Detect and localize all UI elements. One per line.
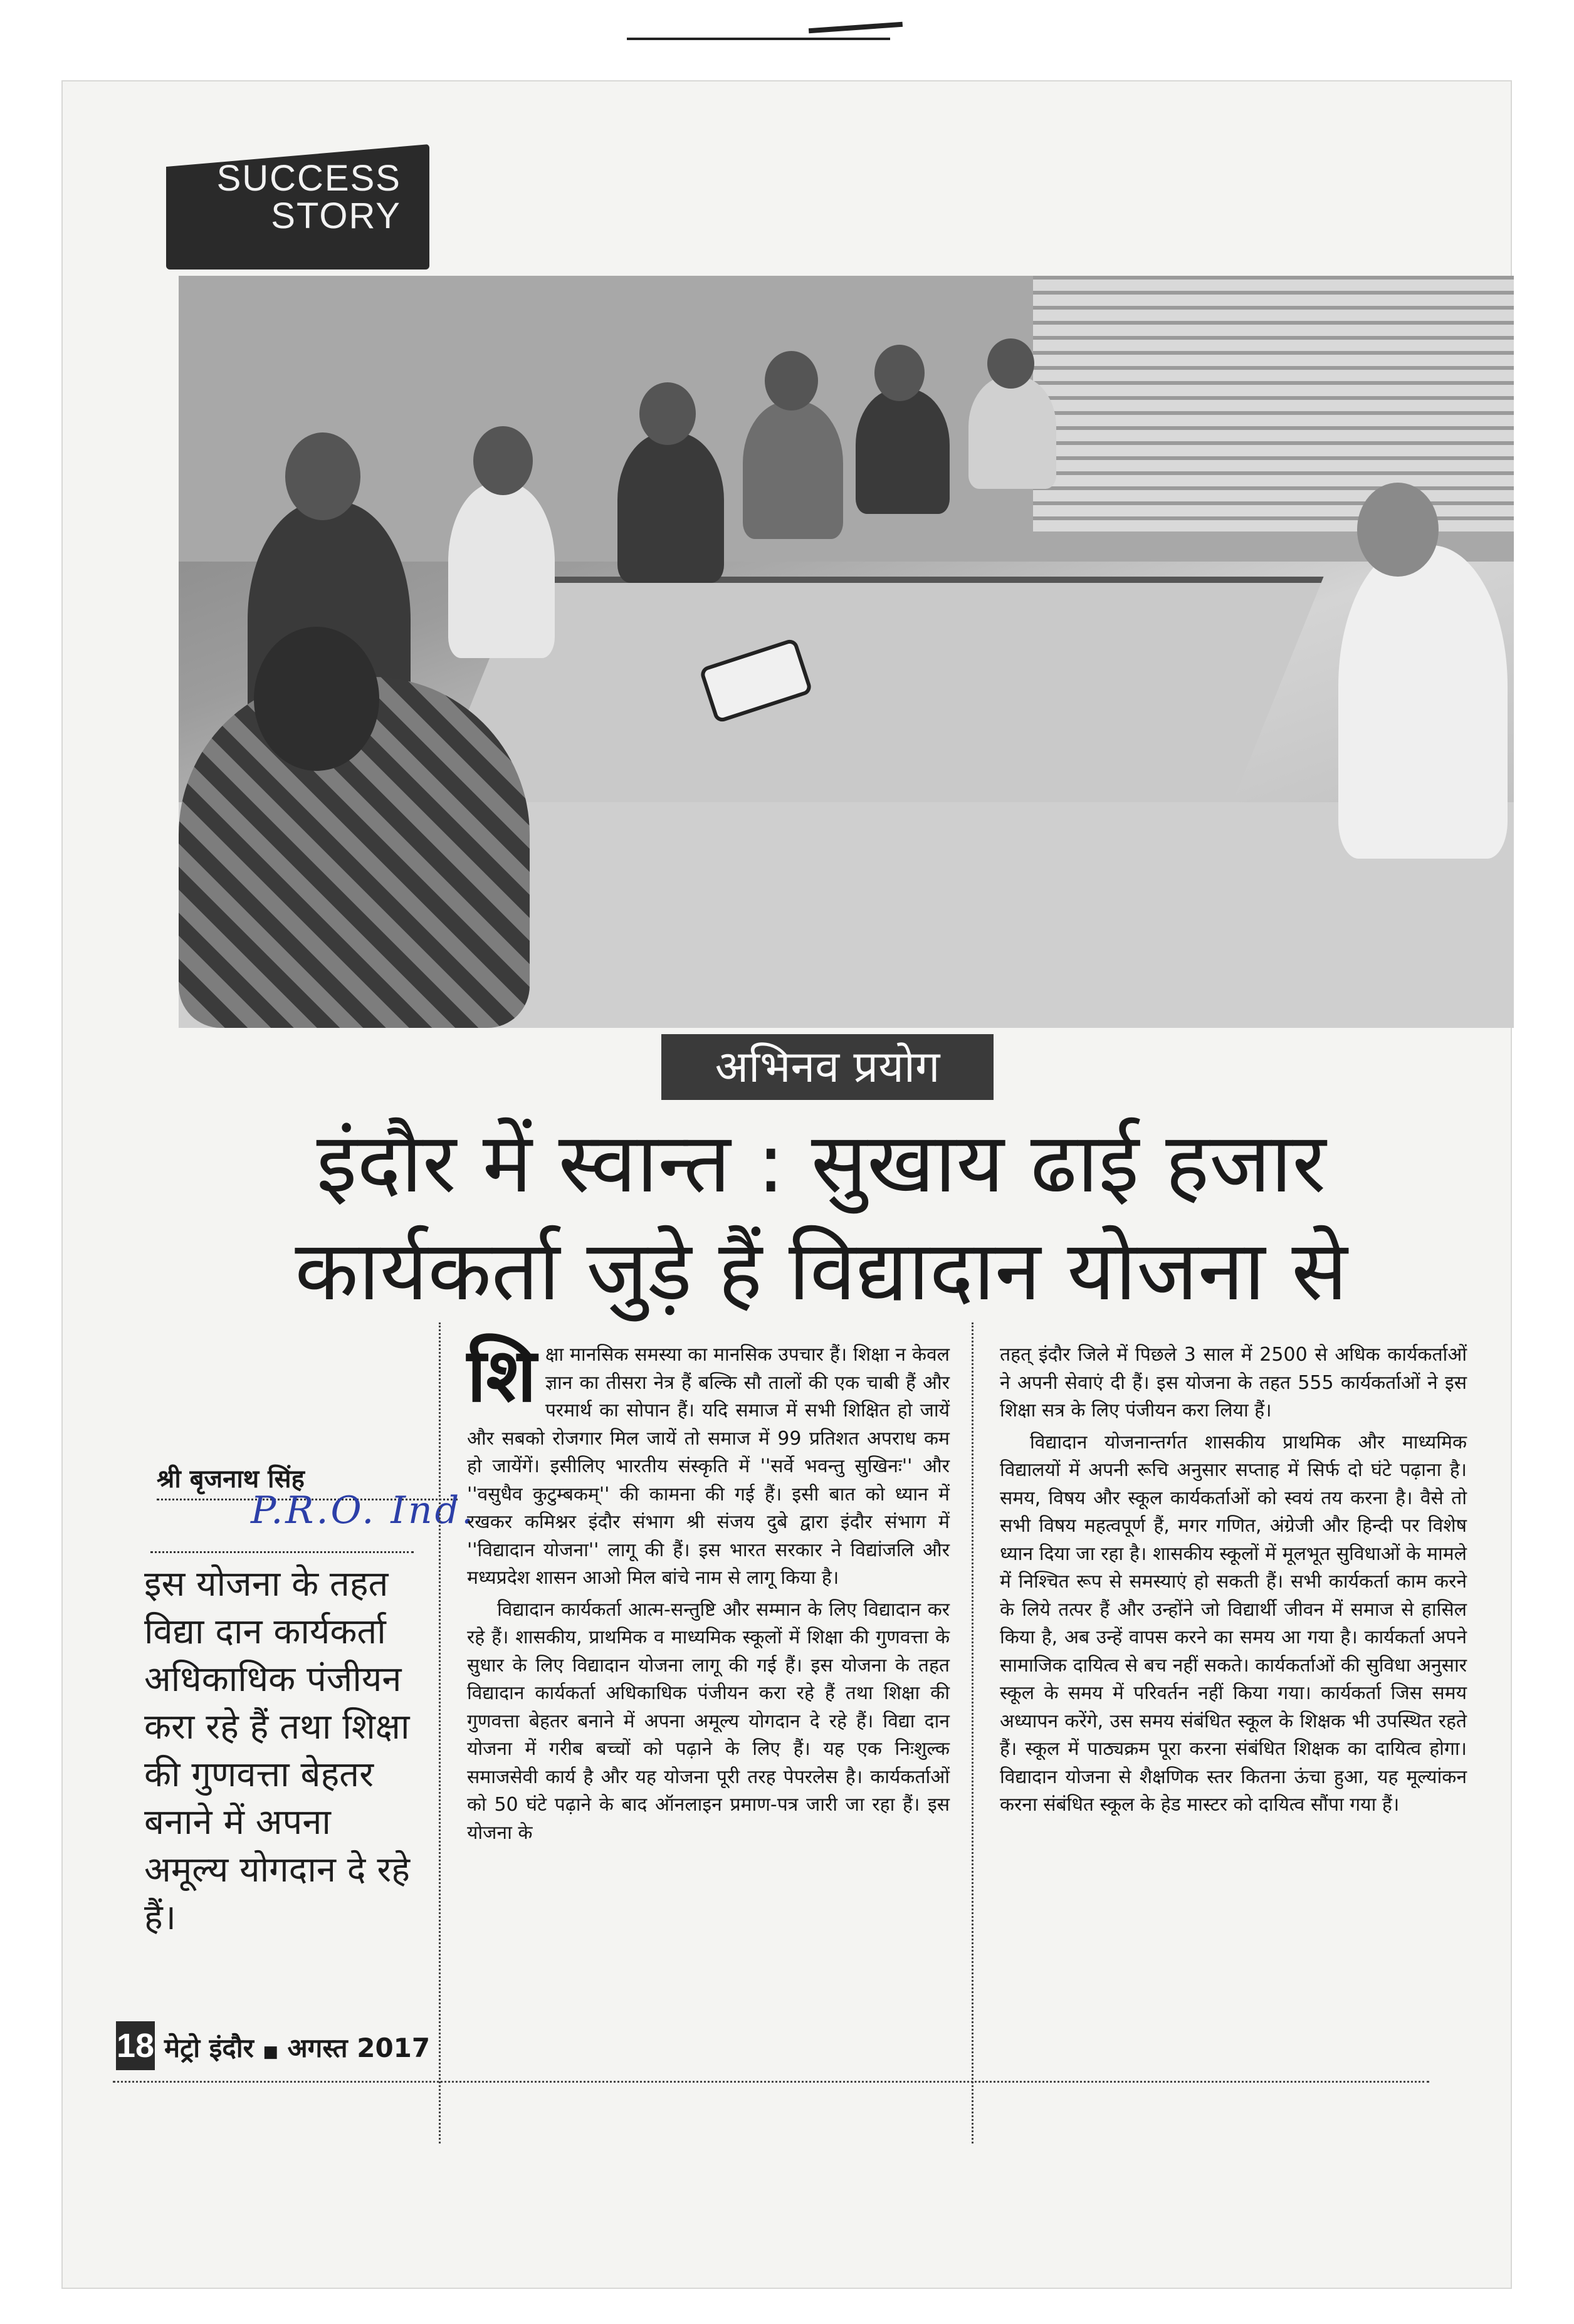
article-paragraph: विद्यादान कार्यकर्ता आत्म-सन्तुष्टि और सम्मान के लिए विद्यादान कर रहे हैं। शासकीय, प्राथमिक व माध्यमिक स्कूलों में शिक्षा की गुणवत्ता के सुधार के लिए विद्यादान योजना लागू की गई हैं। इस योजना के तहत विद्यादान कार्यकर्ता अधिकाधिक पंजीयन करा रहे हैं तथा शिक्षा की गुणवत्ता बेहतर बनाने में अपना अमूल्य योगदान दे रहे हैं। विद्या दान योजना में गरीब बच्चों को पढ़ाने के लिए हैं। यह एक निःशुल्क समाजसेवी कार्य है और यह योजना पूरी तरह पेपरलेस है। कार्यकर्ताओं को 50 घंटे पढ़ाने के बाद ऑनलाइन प्रमाण-पत्र जारी जा रहा हैं। इस योजना के [467,1598,950,1844]
photo-person [617,432,724,583]
page-number: 18 [116,2021,155,2070]
photo-head [285,432,360,520]
column-rule-middle [972,1322,973,2143]
article-column-2 [1000,1341,1467,1823]
photo-head [639,382,696,445]
column-rule-left [439,1322,441,2143]
category-tag: अभिनव प्रयोग [661,1034,994,1100]
footer-rule [113,2081,1429,2083]
scan-edge-top-right [809,22,903,33]
photo-head [254,627,379,771]
article-paragraph: तहत् इंदौर जिले में पिछले 3 साल में 2500 से अधिक कार्यकर्ताओं ने अपनी सेवाएं दी हैं। इस योजना के तहत 555 कार्यकर्ताओं ने इस शिक्षा सत्र के लिए पंजीयन करा लिया हैं। [1000,1344,1467,1421]
photo-head [987,338,1034,389]
scan-edge-top [627,38,890,40]
photo-person [743,401,843,539]
author-byline: श्री बृजनाथ सिंह [157,1460,458,1500]
article-paragraph [467,1332,950,1593]
photo-conference-table [422,577,1323,824]
photo-head [765,351,818,411]
photo-person [1338,545,1508,859]
photo-head [1357,483,1439,577]
headline-line-2: कार्यकर्ता जुड़े हैं विद्यादान योजना से [295,1223,1348,1319]
pull-quote-rule [150,1551,414,1553]
photo-person [968,376,1056,489]
photo-person [856,389,950,514]
photo-head [473,426,533,495]
handwritten-annotation: P.R.O. Ind. [251,1489,476,1532]
headline [207,1109,1435,1325]
publication-name: मेट्रो इंदौर [164,2033,254,2063]
drop-cap: शि [467,1332,537,1418]
paragraph-text: क्षा मानसिक समस्या का मानसिक उपचार हैं। शिक्षा न केवल ज्ञान का तीसरा नेत्र हैं बल्कि सौ तालों की एक चाबी हैं और परमार्थ का सोपान हैं। यदि समाज में सभी शिक्षित हो जायें और सबको रोजगार मिल जायें तो समाज में 99 प्रतिशत अपराध कम हो जायेंगें। इसीलिए भारतीय संस्कृति में ''सर्वे भवन्तु सुखिनः'' और ''वसुधैव कुटुम्बकम्'' की कामना की गई हैं। इसी बात को ध्यान में रखकर कमिश्नर इंदौर संभाग श्री संजय दुबे द्वारा इंदौर संभाग में ''विद्यादान योजना'' लागू की हैं। इस भारत सरकार ने विद्यांजलि और मध्यप्रदेश शासन आओ मिल बांचे नाम से लागू किया है। [467,1344,950,1589]
pull-quote: इस योजना के तहत विद्या दान कार्यकर्ता अधिकाधिक पंजीयन करा रहे हैं तथा शिक्षा की गुणवत्ता बेहतर बनाने में अपना अमूल्य योगदान दे रहे हैं। [144,1564,410,1938]
issue-date: अगस्त 2017 [287,2033,431,2063]
article-paragraph: विद्यादान योजनान्तर्गत शासकीय प्राथमिक और माध्यमिक विद्यालयों में अपनी रूचि अनुसार सप्ताह में सिर्फ दो घंटे पढ़ाना है। समय, विषय और स्कूल कार्यकर्ताओं को स्वयं तय करना है। वैसे तो सभी विषय महत्वपूर्ण हैं, मगर गणित, अंग्रेजी और हिन्दी पर विशेष ध्यान दिया जा रहा है। शासकीय स्कूलों में मूलभूत सुविधाओं के मामले में निश्चित रूप से समस्याएं हो सकती हैं। सभी कार्यकर्ता काम करने के लिये तत्पर हैं और उन्होंने जो विद्यार्थी जीवन में समाज से हासिल किया है, अब उन्हें वापस करने का समय आ गया है। कार्यकर्ता अपने सामाजिक दायित्व से बच नहीं सकते। कार्यकर्ताओं की सुविधा अनुसार स्कूल के समय में परिवर्तन नहीं किया गया। कार्यकर्ता जिस समय अध्यापन करेंगे, उस समय संबंधित स्कूल के शिक्षक भी उपस्थित रहते हैं। स्कूल में पाठ्यक्रम पूरा करना संबंधित शिक्षक का दायित्व होगा। विद्यादान योजना से शैक्षणिक स्तर कितना ऊंचा हुआ, यह मूल्यांकन करना संबंधित स्कूल के हेड मास्टर को दायित्व सौंपा गया हैं। [1000,1431,1467,1816]
photo-person [448,483,555,658]
footer-publication [164,2029,430,2065]
photo-head [874,345,925,401]
headline-line-1: इंदौर में स्वान्त : सुखाय ढाई हजार [316,1115,1326,1212]
photo-blinds [1033,276,1514,531]
footer-separator: ■ [263,2043,278,2061]
section-badge: SUCCESS STORY [216,158,401,236]
article-column-1 [467,1332,950,1851]
meeting-photo [179,276,1514,1028]
